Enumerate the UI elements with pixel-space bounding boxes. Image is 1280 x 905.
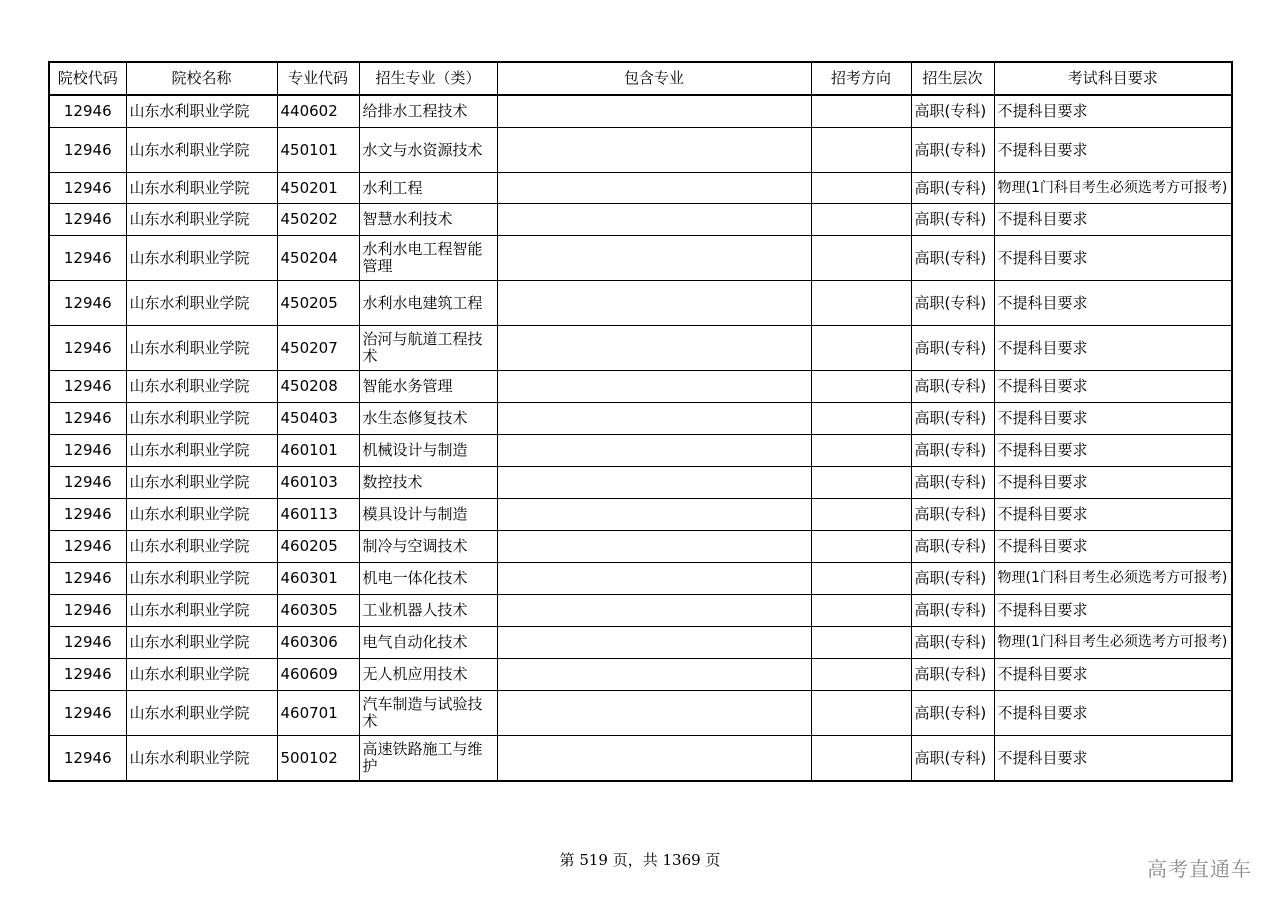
cell-requirement: 不提科目要求 bbox=[994, 736, 1232, 782]
cell-level: 高职(专科) bbox=[911, 281, 994, 326]
cell-school-name: 山东水利职业学院 bbox=[126, 563, 277, 595]
cell-level: 高职(专科) bbox=[911, 435, 994, 467]
cell-school-name: 山东水利职业学院 bbox=[126, 499, 277, 531]
cell-included-majors bbox=[497, 204, 811, 236]
cell-major: 智慧水利技术 bbox=[359, 204, 497, 236]
cell-requirement: 不提科目要求 bbox=[994, 435, 1232, 467]
table-row bbox=[49, 95, 1232, 128]
cell-major-code: 450101 bbox=[277, 128, 359, 173]
cell-requirement: 不提科目要求 bbox=[994, 204, 1232, 236]
cell-school-name: 山东水利职业学院 bbox=[126, 326, 277, 371]
cell-requirement: 不提科目要求 bbox=[994, 326, 1232, 371]
cell-school-code: 12946 bbox=[49, 371, 126, 403]
cell-direction bbox=[811, 736, 911, 782]
header-major: 招生专业（类） bbox=[359, 62, 497, 95]
cell-direction bbox=[811, 659, 911, 691]
cell-level: 高职(专科) bbox=[911, 467, 994, 499]
cell-included-majors bbox=[497, 128, 811, 173]
cell-school-code: 12946 bbox=[49, 691, 126, 736]
table-row bbox=[49, 563, 1232, 595]
cell-included-majors bbox=[497, 627, 811, 659]
cell-major-code: 450403 bbox=[277, 403, 359, 435]
cell-school-code: 12946 bbox=[49, 563, 126, 595]
cell-level: 高职(专科) bbox=[911, 595, 994, 627]
cell-major: 模具设计与制造 bbox=[359, 499, 497, 531]
cell-included-majors bbox=[497, 595, 811, 627]
admissions-table bbox=[48, 61, 1233, 782]
cell-school-name: 山东水利职业学院 bbox=[126, 204, 277, 236]
table-row bbox=[49, 204, 1232, 236]
cell-school-code: 12946 bbox=[49, 531, 126, 563]
cell-school-code: 12946 bbox=[49, 128, 126, 173]
cell-requirement: 不提科目要求 bbox=[994, 281, 1232, 326]
cell-requirement: 物理(1门科目考生必须选考方可报考) bbox=[994, 173, 1232, 204]
cell-school-code: 12946 bbox=[49, 659, 126, 691]
cell-included-majors bbox=[497, 563, 811, 595]
table-row bbox=[49, 499, 1232, 531]
cell-school-code: 12946 bbox=[49, 281, 126, 326]
cell-level: 高职(专科) bbox=[911, 659, 994, 691]
cell-level: 高职(专科) bbox=[911, 531, 994, 563]
cell-level: 高职(专科) bbox=[911, 736, 994, 782]
cell-major-code: 450204 bbox=[277, 236, 359, 281]
table-row bbox=[49, 531, 1232, 563]
cell-major-code: 460205 bbox=[277, 531, 359, 563]
table-row bbox=[49, 595, 1232, 627]
cell-school-name: 山东水利职业学院 bbox=[126, 627, 277, 659]
cell-major: 智能水务管理 bbox=[359, 371, 497, 403]
cell-major: 制冷与空调技术 bbox=[359, 531, 497, 563]
table-row bbox=[49, 326, 1232, 371]
cell-school-code: 12946 bbox=[49, 173, 126, 204]
cell-requirement: 不提科目要求 bbox=[994, 595, 1232, 627]
cell-school-code: 12946 bbox=[49, 95, 126, 128]
cell-requirement: 不提科目要求 bbox=[994, 659, 1232, 691]
cell-school-name: 山东水利职业学院 bbox=[126, 95, 277, 128]
cell-included-majors bbox=[497, 173, 811, 204]
cell-major: 水利工程 bbox=[359, 173, 497, 204]
cell-included-majors bbox=[497, 659, 811, 691]
cell-level: 高职(专科) bbox=[911, 236, 994, 281]
cell-school-name: 山东水利职业学院 bbox=[126, 659, 277, 691]
cell-requirement: 物理(1门科目考生必须选考方可报考) bbox=[994, 627, 1232, 659]
table-row bbox=[49, 736, 1232, 782]
cell-major-code: 460103 bbox=[277, 467, 359, 499]
cell-school-code: 12946 bbox=[49, 627, 126, 659]
cell-major-code: 460301 bbox=[277, 563, 359, 595]
table-body bbox=[49, 95, 1232, 781]
header-included-majors: 包含专业 bbox=[497, 62, 811, 95]
cell-major: 电气自动化技术 bbox=[359, 627, 497, 659]
cell-direction bbox=[811, 691, 911, 736]
cell-school-name: 山东水利职业学院 bbox=[126, 531, 277, 563]
cell-requirement: 不提科目要求 bbox=[994, 371, 1232, 403]
cell-major-code: 450205 bbox=[277, 281, 359, 326]
cell-school-name: 山东水利职业学院 bbox=[126, 236, 277, 281]
cell-included-majors bbox=[497, 691, 811, 736]
cell-school-code: 12946 bbox=[49, 204, 126, 236]
cell-school-name: 山东水利职业学院 bbox=[126, 736, 277, 782]
cell-major: 机电一体化技术 bbox=[359, 563, 497, 595]
table-row bbox=[49, 659, 1232, 691]
cell-school-name: 山东水利职业学院 bbox=[126, 173, 277, 204]
table-row bbox=[49, 467, 1232, 499]
table-row bbox=[49, 281, 1232, 326]
cell-included-majors bbox=[497, 371, 811, 403]
cell-direction bbox=[811, 95, 911, 128]
cell-major: 治河与航道工程技术 bbox=[359, 326, 497, 371]
cell-direction bbox=[811, 236, 911, 281]
cell-school-code: 12946 bbox=[49, 499, 126, 531]
cell-school-code: 12946 bbox=[49, 403, 126, 435]
cell-requirement: 不提科目要求 bbox=[994, 403, 1232, 435]
cell-level: 高职(专科) bbox=[911, 128, 994, 173]
table-row bbox=[49, 371, 1232, 403]
cell-included-majors bbox=[497, 326, 811, 371]
cell-school-name: 山东水利职业学院 bbox=[126, 371, 277, 403]
cell-direction bbox=[811, 204, 911, 236]
cell-major-code: 440602 bbox=[277, 95, 359, 128]
cell-direction bbox=[811, 371, 911, 403]
cell-direction bbox=[811, 128, 911, 173]
cell-major-code: 500102 bbox=[277, 736, 359, 782]
cell-major-code: 460609 bbox=[277, 659, 359, 691]
cell-major-code: 450201 bbox=[277, 173, 359, 204]
cell-school-code: 12946 bbox=[49, 236, 126, 281]
cell-school-code: 12946 bbox=[49, 435, 126, 467]
cell-direction bbox=[811, 627, 911, 659]
cell-direction bbox=[811, 499, 911, 531]
cell-level: 高职(专科) bbox=[911, 499, 994, 531]
cell-school-code: 12946 bbox=[49, 467, 126, 499]
cell-school-name: 山东水利职业学院 bbox=[126, 435, 277, 467]
table-row bbox=[49, 173, 1232, 204]
page-number: 第 519 页，共 1369 页 bbox=[559, 851, 721, 869]
cell-major: 机械设计与制造 bbox=[359, 435, 497, 467]
cell-included-majors bbox=[497, 281, 811, 326]
cell-requirement: 不提科目要求 bbox=[994, 467, 1232, 499]
cell-included-majors bbox=[497, 95, 811, 128]
cell-direction bbox=[811, 281, 911, 326]
cell-major-code: 450202 bbox=[277, 204, 359, 236]
cell-direction bbox=[811, 435, 911, 467]
cell-major: 水生态修复技术 bbox=[359, 403, 497, 435]
cell-direction bbox=[811, 173, 911, 204]
cell-level: 高职(专科) bbox=[911, 403, 994, 435]
cell-school-name: 山东水利职业学院 bbox=[126, 281, 277, 326]
cell-school-name: 山东水利职业学院 bbox=[126, 595, 277, 627]
cell-direction bbox=[811, 531, 911, 563]
cell-major-code: 460306 bbox=[277, 627, 359, 659]
watermark: 高考直通车 bbox=[1147, 857, 1252, 881]
table-row bbox=[49, 403, 1232, 435]
cell-included-majors bbox=[497, 403, 811, 435]
cell-level: 高职(专科) bbox=[911, 95, 994, 128]
cell-level: 高职(专科) bbox=[911, 691, 994, 736]
cell-level: 高职(专科) bbox=[911, 371, 994, 403]
cell-major: 工业机器人技术 bbox=[359, 595, 497, 627]
cell-school-name: 山东水利职业学院 bbox=[126, 691, 277, 736]
cell-requirement: 不提科目要求 bbox=[994, 691, 1232, 736]
cell-included-majors bbox=[497, 531, 811, 563]
cell-direction bbox=[811, 563, 911, 595]
cell-major: 水利水电工程智能管理 bbox=[359, 236, 497, 281]
table-row bbox=[49, 691, 1232, 736]
cell-requirement: 不提科目要求 bbox=[994, 95, 1232, 128]
cell-level: 高职(专科) bbox=[911, 173, 994, 204]
cell-school-name: 山东水利职业学院 bbox=[126, 403, 277, 435]
cell-level: 高职(专科) bbox=[911, 563, 994, 595]
cell-level: 高职(专科) bbox=[911, 326, 994, 371]
cell-requirement: 不提科目要求 bbox=[994, 128, 1232, 173]
cell-school-code: 12946 bbox=[49, 736, 126, 782]
cell-level: 高职(专科) bbox=[911, 627, 994, 659]
table-row bbox=[49, 435, 1232, 467]
cell-included-majors bbox=[497, 435, 811, 467]
cell-major-code: 460701 bbox=[277, 691, 359, 736]
header-direction: 招考方向 bbox=[811, 62, 911, 95]
cell-direction bbox=[811, 595, 911, 627]
cell-school-name: 山东水利职业学院 bbox=[126, 128, 277, 173]
cell-major: 给排水工程技术 bbox=[359, 95, 497, 128]
cell-included-majors bbox=[497, 467, 811, 499]
cell-major-code: 450208 bbox=[277, 371, 359, 403]
cell-school-name: 山东水利职业学院 bbox=[126, 467, 277, 499]
table-row bbox=[49, 627, 1232, 659]
cell-direction bbox=[811, 467, 911, 499]
cell-major-code: 460305 bbox=[277, 595, 359, 627]
table-row bbox=[49, 236, 1232, 281]
cell-major: 水文与水资源技术 bbox=[359, 128, 497, 173]
table-header-row bbox=[49, 62, 1232, 95]
cell-school-code: 12946 bbox=[49, 326, 126, 371]
header-requirement: 考试科目要求 bbox=[994, 62, 1232, 95]
cell-included-majors bbox=[497, 736, 811, 782]
cell-requirement: 物理(1门科目考生必须选考方可报考) bbox=[994, 563, 1232, 595]
cell-school-code: 12946 bbox=[49, 595, 126, 627]
cell-requirement: 不提科目要求 bbox=[994, 236, 1232, 281]
cell-major-code: 460101 bbox=[277, 435, 359, 467]
cell-level: 高职(专科) bbox=[911, 204, 994, 236]
cell-major: 数控技术 bbox=[359, 467, 497, 499]
cell-major: 无人机应用技术 bbox=[359, 659, 497, 691]
cell-major-code: 460113 bbox=[277, 499, 359, 531]
cell-included-majors bbox=[497, 236, 811, 281]
cell-requirement: 不提科目要求 bbox=[994, 499, 1232, 531]
cell-major: 水利水电建筑工程 bbox=[359, 281, 497, 326]
header-school-name: 院校名称 bbox=[126, 62, 277, 95]
cell-major-code: 450207 bbox=[277, 326, 359, 371]
cell-major: 汽车制造与试验技术 bbox=[359, 691, 497, 736]
header-level: 招生层次 bbox=[911, 62, 994, 95]
cell-direction bbox=[811, 403, 911, 435]
cell-direction bbox=[811, 326, 911, 371]
cell-included-majors bbox=[497, 499, 811, 531]
cell-major: 高速铁路施工与维护 bbox=[359, 736, 497, 782]
table-row bbox=[49, 128, 1232, 173]
header-school-code: 院校代码 bbox=[49, 62, 126, 95]
cell-requirement: 不提科目要求 bbox=[994, 531, 1232, 563]
header-major-code: 专业代码 bbox=[277, 62, 359, 95]
